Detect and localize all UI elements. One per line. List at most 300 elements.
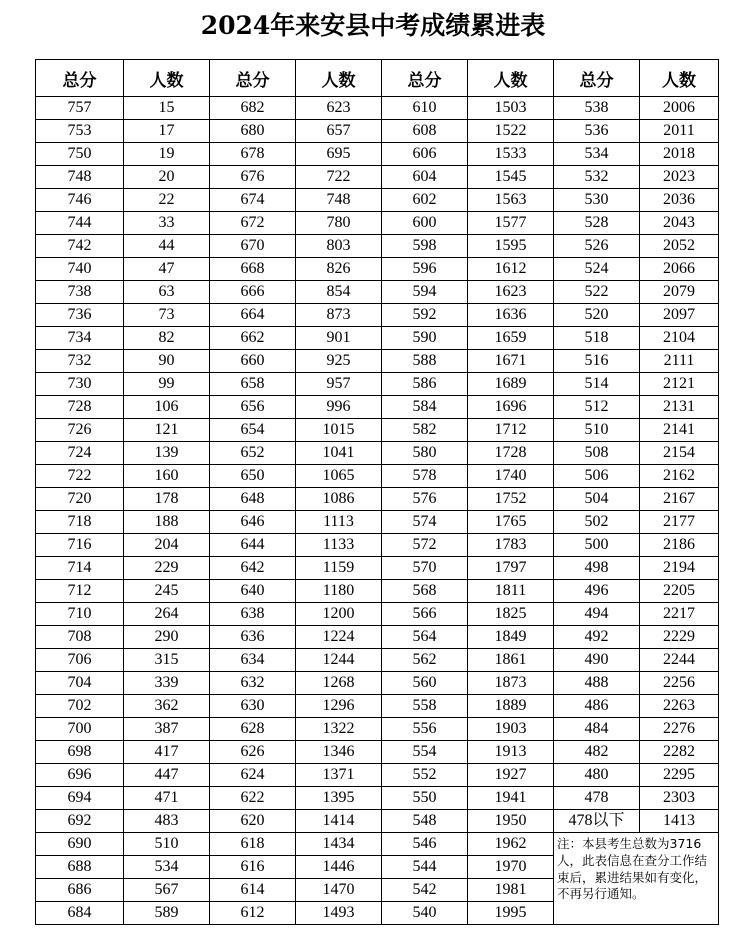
count-cell: 1950 bbox=[468, 810, 554, 833]
score-cell: 588 bbox=[382, 350, 468, 373]
count-cell: 2097 bbox=[640, 304, 719, 327]
score-cell: 486 bbox=[554, 695, 640, 718]
table-row bbox=[36, 304, 719, 327]
count-cell: 447 bbox=[124, 764, 210, 787]
score-cell: 632 bbox=[210, 672, 296, 695]
score-cell: 738 bbox=[36, 281, 124, 304]
score-cell: 640 bbox=[210, 580, 296, 603]
count-cell: 901 bbox=[296, 327, 382, 350]
score-cell: 506 bbox=[554, 465, 640, 488]
count-cell: 339 bbox=[124, 672, 210, 695]
score-cell: 670 bbox=[210, 235, 296, 258]
count-cell: 803 bbox=[296, 235, 382, 258]
count-cell: 2256 bbox=[640, 672, 719, 695]
count-cell: 139 bbox=[124, 442, 210, 465]
score-cell: 726 bbox=[36, 419, 124, 442]
count-cell: 315 bbox=[124, 649, 210, 672]
score-cell: 674 bbox=[210, 189, 296, 212]
count-cell: 1903 bbox=[468, 718, 554, 741]
count-cell: 1200 bbox=[296, 603, 382, 626]
table-row bbox=[36, 442, 719, 465]
count-cell: 1970 bbox=[468, 856, 554, 879]
table-row bbox=[36, 787, 719, 810]
table-row bbox=[36, 281, 719, 304]
count-cell: 1133 bbox=[296, 534, 382, 557]
score-cell: 502 bbox=[554, 511, 640, 534]
note-cell: 注：本县考生总数为3716人，此表信息在查分工作结束后，累进结果如有变化，不再另行通知。 bbox=[554, 833, 719, 925]
count-cell: 82 bbox=[124, 327, 210, 350]
count-cell: 2011 bbox=[640, 120, 719, 143]
count-cell: 1395 bbox=[296, 787, 382, 810]
count-cell: 204 bbox=[124, 534, 210, 557]
header-count: 人数 bbox=[296, 60, 382, 97]
count-cell: 188 bbox=[124, 511, 210, 534]
score-cell: 534 bbox=[554, 143, 640, 166]
count-cell: 2141 bbox=[640, 419, 719, 442]
score-cell: 712 bbox=[36, 580, 124, 603]
count-cell: 1493 bbox=[296, 902, 382, 925]
table-row bbox=[36, 534, 719, 557]
count-cell: 1861 bbox=[468, 649, 554, 672]
score-cell: 536 bbox=[554, 120, 640, 143]
table-row bbox=[36, 235, 719, 258]
score-cell: 580 bbox=[382, 442, 468, 465]
score-cell: 740 bbox=[36, 258, 124, 281]
count-cell: 2131 bbox=[640, 396, 719, 419]
score-table bbox=[35, 59, 719, 925]
count-cell: 20 bbox=[124, 166, 210, 189]
score-cell: 622 bbox=[210, 787, 296, 810]
count-cell: 1889 bbox=[468, 695, 554, 718]
score-cell: 742 bbox=[36, 235, 124, 258]
score-cell: 648 bbox=[210, 488, 296, 511]
score-cell: 644 bbox=[210, 534, 296, 557]
score-cell: 710 bbox=[36, 603, 124, 626]
count-cell: 1296 bbox=[296, 695, 382, 718]
count-cell: 63 bbox=[124, 281, 210, 304]
count-cell: 1825 bbox=[468, 603, 554, 626]
count-cell: 1623 bbox=[468, 281, 554, 304]
score-cell: 618 bbox=[210, 833, 296, 856]
score-cell: 624 bbox=[210, 764, 296, 787]
score-cell: 684 bbox=[36, 902, 124, 925]
count-cell: 748 bbox=[296, 189, 382, 212]
count-cell: 510 bbox=[124, 833, 210, 856]
count-cell: 925 bbox=[296, 350, 382, 373]
table-row bbox=[36, 419, 719, 442]
count-cell: 1941 bbox=[468, 787, 554, 810]
count-cell: 2263 bbox=[640, 695, 719, 718]
score-cell: 678 bbox=[210, 143, 296, 166]
table-row bbox=[36, 810, 719, 833]
score-cell: 753 bbox=[36, 120, 124, 143]
count-cell: 1728 bbox=[468, 442, 554, 465]
score-cell: 664 bbox=[210, 304, 296, 327]
score-cell: 698 bbox=[36, 741, 124, 764]
count-cell: 178 bbox=[124, 488, 210, 511]
count-cell: 290 bbox=[124, 626, 210, 649]
header-count: 人数 bbox=[124, 60, 210, 97]
score-cell: 526 bbox=[554, 235, 640, 258]
count-cell: 2036 bbox=[640, 189, 719, 212]
score-cell: 720 bbox=[36, 488, 124, 511]
score-cell: 604 bbox=[382, 166, 468, 189]
score-cell: 696 bbox=[36, 764, 124, 787]
table-row bbox=[36, 327, 719, 350]
count-cell: 1322 bbox=[296, 718, 382, 741]
count-cell: 1696 bbox=[468, 396, 554, 419]
count-cell: 1113 bbox=[296, 511, 382, 534]
table-row bbox=[36, 695, 719, 718]
score-cell: 514 bbox=[554, 373, 640, 396]
score-cell: 582 bbox=[382, 419, 468, 442]
score-cell: 736 bbox=[36, 304, 124, 327]
table-row bbox=[36, 120, 719, 143]
score-cell: 496 bbox=[554, 580, 640, 603]
score-cell: 540 bbox=[382, 902, 468, 925]
count-cell: 2167 bbox=[640, 488, 719, 511]
count-cell: 1446 bbox=[296, 856, 382, 879]
count-cell: 47 bbox=[124, 258, 210, 281]
header-score: 总分 bbox=[382, 60, 468, 97]
score-cell: 708 bbox=[36, 626, 124, 649]
count-cell: 2276 bbox=[640, 718, 719, 741]
count-cell: 1712 bbox=[468, 419, 554, 442]
score-cell: 548 bbox=[382, 810, 468, 833]
count-cell: 1414 bbox=[296, 810, 382, 833]
count-cell: 2154 bbox=[640, 442, 719, 465]
score-cell: 520 bbox=[554, 304, 640, 327]
count-cell: 2177 bbox=[640, 511, 719, 534]
score-cell: 746 bbox=[36, 189, 124, 212]
score-cell: 592 bbox=[382, 304, 468, 327]
page-title: 2024年来安县中考成绩累进表 bbox=[200, 11, 546, 40]
score-cell: 682 bbox=[210, 97, 296, 120]
score-cell: 638 bbox=[210, 603, 296, 626]
score-cell: 628 bbox=[210, 718, 296, 741]
score-cell: 656 bbox=[210, 396, 296, 419]
count-cell: 362 bbox=[124, 695, 210, 718]
score-cell: 530 bbox=[554, 189, 640, 212]
count-cell: 264 bbox=[124, 603, 210, 626]
score-cell: 498 bbox=[554, 557, 640, 580]
score-cell: 538 bbox=[554, 97, 640, 120]
score-cell: 704 bbox=[36, 672, 124, 695]
count-cell: 1224 bbox=[296, 626, 382, 649]
count-cell: 1086 bbox=[296, 488, 382, 511]
score-cell: 532 bbox=[554, 166, 640, 189]
count-cell: 2194 bbox=[640, 557, 719, 580]
count-cell: 73 bbox=[124, 304, 210, 327]
score-cell: 714 bbox=[36, 557, 124, 580]
count-cell: 1346 bbox=[296, 741, 382, 764]
table-row bbox=[36, 833, 719, 856]
count-cell: 2303 bbox=[640, 787, 719, 810]
count-cell: 229 bbox=[124, 557, 210, 580]
count-cell: 1927 bbox=[468, 764, 554, 787]
score-cell: 478 bbox=[554, 787, 640, 810]
score-cell: 654 bbox=[210, 419, 296, 442]
score-cell: 658 bbox=[210, 373, 296, 396]
count-cell: 44 bbox=[124, 235, 210, 258]
score-cell: 568 bbox=[382, 580, 468, 603]
table-row bbox=[36, 465, 719, 488]
count-cell: 2023 bbox=[640, 166, 719, 189]
score-cell: 722 bbox=[36, 465, 124, 488]
count-cell: 2043 bbox=[640, 212, 719, 235]
score-cell: 564 bbox=[382, 626, 468, 649]
count-cell: 15 bbox=[124, 97, 210, 120]
score-cell: 660 bbox=[210, 350, 296, 373]
score-cell: 734 bbox=[36, 327, 124, 350]
count-cell: 1612 bbox=[468, 258, 554, 281]
count-cell: 2104 bbox=[640, 327, 719, 350]
score-cell: 688 bbox=[36, 856, 124, 879]
score-cell: 672 bbox=[210, 212, 296, 235]
count-cell: 2052 bbox=[640, 235, 719, 258]
table-body bbox=[36, 97, 719, 925]
count-cell: 417 bbox=[124, 741, 210, 764]
score-cell: 484 bbox=[554, 718, 640, 741]
score-cell: 612 bbox=[210, 902, 296, 925]
count-cell: 722 bbox=[296, 166, 382, 189]
score-cell: 552 bbox=[382, 764, 468, 787]
count-cell: 1577 bbox=[468, 212, 554, 235]
count-cell: 1659 bbox=[468, 327, 554, 350]
count-cell: 623 bbox=[296, 97, 382, 120]
header-row bbox=[36, 60, 719, 97]
header-score: 总分 bbox=[210, 60, 296, 97]
score-cell: 602 bbox=[382, 189, 468, 212]
score-cell: 690 bbox=[36, 833, 124, 856]
count-cell: 534 bbox=[124, 856, 210, 879]
header-score: 总分 bbox=[554, 60, 640, 97]
table-row bbox=[36, 511, 719, 534]
count-cell: 245 bbox=[124, 580, 210, 603]
count-cell: 1470 bbox=[296, 879, 382, 902]
score-cell: 694 bbox=[36, 787, 124, 810]
table-row bbox=[36, 626, 719, 649]
count-cell: 2006 bbox=[640, 97, 719, 120]
count-cell: 957 bbox=[296, 373, 382, 396]
count-cell: 1533 bbox=[468, 143, 554, 166]
score-cell: 692 bbox=[36, 810, 124, 833]
score-cell: 724 bbox=[36, 442, 124, 465]
score-cell: 584 bbox=[382, 396, 468, 419]
score-cell: 652 bbox=[210, 442, 296, 465]
count-cell: 387 bbox=[124, 718, 210, 741]
score-cell: 574 bbox=[382, 511, 468, 534]
count-cell: 826 bbox=[296, 258, 382, 281]
header-count: 人数 bbox=[468, 60, 554, 97]
count-cell: 1849 bbox=[468, 626, 554, 649]
count-cell: 33 bbox=[124, 212, 210, 235]
score-cell: 518 bbox=[554, 327, 640, 350]
score-cell: 614 bbox=[210, 879, 296, 902]
count-cell: 589 bbox=[124, 902, 210, 925]
score-cell: 546 bbox=[382, 833, 468, 856]
count-cell: 17 bbox=[124, 120, 210, 143]
score-cell: 562 bbox=[382, 649, 468, 672]
score-cell: 680 bbox=[210, 120, 296, 143]
score-cell: 510 bbox=[554, 419, 640, 442]
score-cell: 642 bbox=[210, 557, 296, 580]
count-cell: 2244 bbox=[640, 649, 719, 672]
count-cell: 1995 bbox=[468, 902, 554, 925]
score-cell: 492 bbox=[554, 626, 640, 649]
score-cell: 598 bbox=[382, 235, 468, 258]
count-cell: 1159 bbox=[296, 557, 382, 580]
count-cell: 2121 bbox=[640, 373, 719, 396]
score-cell: 488 bbox=[554, 672, 640, 695]
count-cell: 1752 bbox=[468, 488, 554, 511]
count-cell: 1671 bbox=[468, 350, 554, 373]
score-cell: 516 bbox=[554, 350, 640, 373]
count-cell: 1636 bbox=[468, 304, 554, 327]
score-cell: 508 bbox=[554, 442, 640, 465]
count-cell: 2066 bbox=[640, 258, 719, 281]
score-cell: 560 bbox=[382, 672, 468, 695]
count-cell: 1797 bbox=[468, 557, 554, 580]
count-cell: 854 bbox=[296, 281, 382, 304]
score-cell: 528 bbox=[554, 212, 640, 235]
count-cell: 1740 bbox=[468, 465, 554, 488]
score-cell: 630 bbox=[210, 695, 296, 718]
count-cell: 1962 bbox=[468, 833, 554, 856]
table-row bbox=[36, 557, 719, 580]
score-cell: 750 bbox=[36, 143, 124, 166]
count-cell: 1545 bbox=[468, 166, 554, 189]
score-cell: 757 bbox=[36, 97, 124, 120]
score-cell: 662 bbox=[210, 327, 296, 350]
count-cell: 99 bbox=[124, 373, 210, 396]
score-cell: 732 bbox=[36, 350, 124, 373]
count-cell: 996 bbox=[296, 396, 382, 419]
score-cell: 700 bbox=[36, 718, 124, 741]
score-cell: 676 bbox=[210, 166, 296, 189]
count-cell: 2111 bbox=[640, 350, 719, 373]
score-cell: 748 bbox=[36, 166, 124, 189]
count-cell: 160 bbox=[124, 465, 210, 488]
score-cell: 478以下 bbox=[554, 810, 640, 833]
score-cell: 556 bbox=[382, 718, 468, 741]
count-cell: 1015 bbox=[296, 419, 382, 442]
count-cell: 1434 bbox=[296, 833, 382, 856]
score-cell: 744 bbox=[36, 212, 124, 235]
score-cell: 610 bbox=[382, 97, 468, 120]
table-row bbox=[36, 488, 719, 511]
score-cell: 504 bbox=[554, 488, 640, 511]
score-cell: 542 bbox=[382, 879, 468, 902]
count-cell: 1268 bbox=[296, 672, 382, 695]
score-cell: 578 bbox=[382, 465, 468, 488]
count-cell: 780 bbox=[296, 212, 382, 235]
score-cell: 728 bbox=[36, 396, 124, 419]
score-cell: 718 bbox=[36, 511, 124, 534]
score-cell: 730 bbox=[36, 373, 124, 396]
score-cell: 668 bbox=[210, 258, 296, 281]
count-cell: 873 bbox=[296, 304, 382, 327]
score-cell: 544 bbox=[382, 856, 468, 879]
count-cell: 2018 bbox=[640, 143, 719, 166]
score-cell: 706 bbox=[36, 649, 124, 672]
score-cell: 596 bbox=[382, 258, 468, 281]
score-cell: 620 bbox=[210, 810, 296, 833]
count-cell: 121 bbox=[124, 419, 210, 442]
count-cell: 90 bbox=[124, 350, 210, 373]
score-cell: 550 bbox=[382, 787, 468, 810]
count-cell: 19 bbox=[124, 143, 210, 166]
score-cell: 554 bbox=[382, 741, 468, 764]
table-row bbox=[36, 672, 719, 695]
table-row bbox=[36, 212, 719, 235]
table-row bbox=[36, 143, 719, 166]
score-cell: 636 bbox=[210, 626, 296, 649]
count-cell: 1595 bbox=[468, 235, 554, 258]
score-cell: 594 bbox=[382, 281, 468, 304]
count-cell: 567 bbox=[124, 879, 210, 902]
score-cell: 566 bbox=[382, 603, 468, 626]
score-cell: 482 bbox=[554, 741, 640, 764]
count-cell: 1689 bbox=[468, 373, 554, 396]
score-cell: 590 bbox=[382, 327, 468, 350]
table-row bbox=[36, 258, 719, 281]
count-cell: 1913 bbox=[468, 741, 554, 764]
score-cell: 626 bbox=[210, 741, 296, 764]
score-cell: 716 bbox=[36, 534, 124, 557]
count-cell: 1244 bbox=[296, 649, 382, 672]
count-cell: 1783 bbox=[468, 534, 554, 557]
score-cell: 500 bbox=[554, 534, 640, 557]
score-cell: 666 bbox=[210, 281, 296, 304]
table-row bbox=[36, 764, 719, 787]
count-cell: 471 bbox=[124, 787, 210, 810]
score-cell: 646 bbox=[210, 511, 296, 534]
table-row bbox=[36, 580, 719, 603]
count-cell: 1041 bbox=[296, 442, 382, 465]
score-cell: 490 bbox=[554, 649, 640, 672]
count-cell: 483 bbox=[124, 810, 210, 833]
table-row bbox=[36, 166, 719, 189]
score-cell: 572 bbox=[382, 534, 468, 557]
count-cell: 2295 bbox=[640, 764, 719, 787]
count-cell: 1065 bbox=[296, 465, 382, 488]
count-cell: 1503 bbox=[468, 97, 554, 120]
count-cell: 1522 bbox=[468, 120, 554, 143]
count-cell: 2205 bbox=[640, 580, 719, 603]
table-row bbox=[36, 350, 719, 373]
score-cell: 494 bbox=[554, 603, 640, 626]
score-cell: 522 bbox=[554, 281, 640, 304]
count-cell: 2217 bbox=[640, 603, 719, 626]
count-cell: 2162 bbox=[640, 465, 719, 488]
count-cell: 2186 bbox=[640, 534, 719, 557]
count-cell: 1180 bbox=[296, 580, 382, 603]
score-cell: 480 bbox=[554, 764, 640, 787]
score-cell: 524 bbox=[554, 258, 640, 281]
count-cell: 1873 bbox=[468, 672, 554, 695]
count-cell: 2229 bbox=[640, 626, 719, 649]
score-cell: 608 bbox=[382, 120, 468, 143]
score-cell: 650 bbox=[210, 465, 296, 488]
table-row bbox=[36, 189, 719, 212]
count-cell: 1765 bbox=[468, 511, 554, 534]
table-row bbox=[36, 718, 719, 741]
count-cell: 695 bbox=[296, 143, 382, 166]
count-cell: 1811 bbox=[468, 580, 554, 603]
count-cell: 2079 bbox=[640, 281, 719, 304]
score-cell: 586 bbox=[382, 373, 468, 396]
